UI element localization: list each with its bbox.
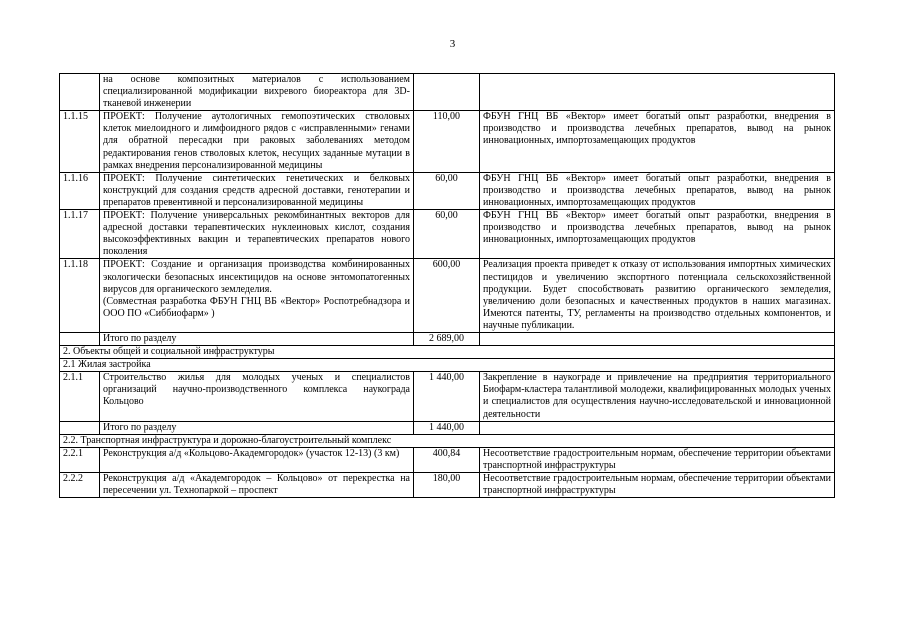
table-row xyxy=(60,447,835,472)
row-number xyxy=(60,332,100,345)
table-row xyxy=(60,74,835,111)
project-rationale: Закрепление в наукограде и привлечение на предприятия территориального Биофарм-кластера талантливой молодежи, квалифицированных молодых ученых и специалистов для осуществления научно-исследовательской и инновационной деятельности xyxy=(480,372,835,421)
row-number: 1.1.18 xyxy=(60,259,100,333)
project-amount: 180,00 xyxy=(414,473,480,498)
subtotal-label: Итого по разделу xyxy=(100,421,414,434)
row-number: 1.1.17 xyxy=(60,210,100,259)
project-rationale: Реализация проекта приведет к отказу от использования импортных химических пестицидов и увеличению экспортного потенциала сельскохозяйственной продукции. Будет способствовать развитию органического земледелия, увеличению доли безопасных и качественных продуктов в наших магазинах. Имеются патенты, ТУ, регламенты на производство отдельных компонентов, и научные публикации. xyxy=(480,259,835,333)
row-number: 2.1.1 xyxy=(60,372,100,421)
project-rationale: ФБУН ГНЦ ВБ «Вектор» имеет богатый опыт разработки, внедрения в производство и производства лечебных препаратов, вывод на рынок инновационных, импортозамещающих продуктов xyxy=(480,172,835,209)
row-number: 1.1.15 xyxy=(60,111,100,172)
project-rationale xyxy=(480,421,835,434)
project-description: ПРОЕКТ: Получение универсальных рекомбинантных векторов для адресной доставки терапевтических нуклеиновых кислот, создания высокоэффективных вакцин и терапевтических препаратов нового поколения xyxy=(100,210,414,259)
row-number xyxy=(60,421,100,434)
project-rationale: Несоответствие градостроительным нормам, обеспечение территории объектами транспортной инфраструктуры xyxy=(480,447,835,472)
subsection-title: 2.2. Транспортная инфраструктура и дорожно-благоустроительный комплекс xyxy=(60,434,835,447)
table-row xyxy=(60,210,835,259)
project-amount xyxy=(414,74,480,111)
section-header-row xyxy=(60,359,835,372)
project-description: Строительство жилья для молодых ученых и специалистов организаций научно-производственного комплекса наукограда Кольцово xyxy=(100,372,414,421)
subtotal-amount: 2 689,00 xyxy=(414,332,480,345)
project-amount: 60,00 xyxy=(414,210,480,259)
section-header-row xyxy=(60,434,835,447)
section-title: 2. Объекты общей и социальной инфраструктуры xyxy=(60,346,835,359)
project-description: Реконструкция а/д «Кольцово-Академгородок» (участок 12-13) (3 км) xyxy=(100,447,414,472)
table-row xyxy=(60,372,835,421)
project-description: ПРОЕКТ: Получение синтетических генетических и белковых конструкций для создания средств адресной доставки, генотерапии и препаратов превентивной и персонализированной медицины xyxy=(100,172,414,209)
table-row xyxy=(60,111,835,172)
table-row xyxy=(60,473,835,498)
project-description xyxy=(100,259,414,333)
investment-projects-table xyxy=(59,73,835,498)
table-row xyxy=(60,172,835,209)
project-description: ПРОЕКТ: Получение аутологичных гемопоэтических стволовых клеток миелоидного и лимфоидного рядов с «исправленными» генами для обратной пересадки при раковых заболеваниях методом редактирования генов стволовых клеток, несущих заданные мутации в рамках внедрения персонализированной медицины xyxy=(100,111,414,172)
subtotal-row xyxy=(60,332,835,345)
project-rationale xyxy=(480,332,835,345)
row-number: 2.2.2 xyxy=(60,473,100,498)
project-description: на основе композитных материалов с использованием специализированной модификации вихревого биореактора для 3D-тканевой инженерии xyxy=(100,74,414,111)
row-number: 1.1.16 xyxy=(60,172,100,209)
project-description: Реконструкция а/д «Академгородок – Кольцово» от перекрестка на пересечении ул. Технопаркой – проспект xyxy=(100,473,414,498)
project-amount: 1 440,00 xyxy=(414,372,480,421)
subtotal-label: Итого по разделу xyxy=(100,332,414,345)
project-amount: 600,00 xyxy=(414,259,480,333)
subsection-title: 2.1 Жилая застройка xyxy=(60,359,835,372)
project-description-main: ПРОЕКТ: Создание и организация производства комбинированных экологически безопасных инсектицидов на основе энтомопатогенных вирусов для органического земледелия. xyxy=(103,259,410,295)
page-number: 3 xyxy=(449,38,456,50)
project-description-note: (Совместная разработка ФБУН ГНЦ ВБ «Вектор» Роспотребнадзора и ООО ПО «Сиббиофарм» ) xyxy=(103,295,410,319)
project-rationale: Несоответствие градостроительным нормам, обеспечение территории объектами транспортной инфраструктуры xyxy=(480,473,835,498)
project-amount: 60,00 xyxy=(414,172,480,209)
section-header-row xyxy=(60,346,835,359)
subtotal-row xyxy=(60,421,835,434)
row-number xyxy=(60,74,100,111)
project-rationale xyxy=(480,74,835,111)
table-row xyxy=(60,259,835,333)
project-amount: 400,84 xyxy=(414,447,480,472)
project-rationale: ФБУН ГНЦ ВБ «Вектор» имеет богатый опыт разработки, внедрения в производство и производства лечебных препаратов, вывод на рынок инновационных, импортозамещающих продуктов xyxy=(480,210,835,259)
row-number: 2.2.1 xyxy=(60,447,100,472)
project-rationale: ФБУН ГНЦ ВБ «Вектор» имеет богатый опыт разработки, внедрения в производство и производства лечебных препаратов, вывод на рынок инновационных, импортозамещающих продуктов xyxy=(480,111,835,172)
project-amount: 110,00 xyxy=(414,111,480,172)
subtotal-amount: 1 440,00 xyxy=(414,421,480,434)
